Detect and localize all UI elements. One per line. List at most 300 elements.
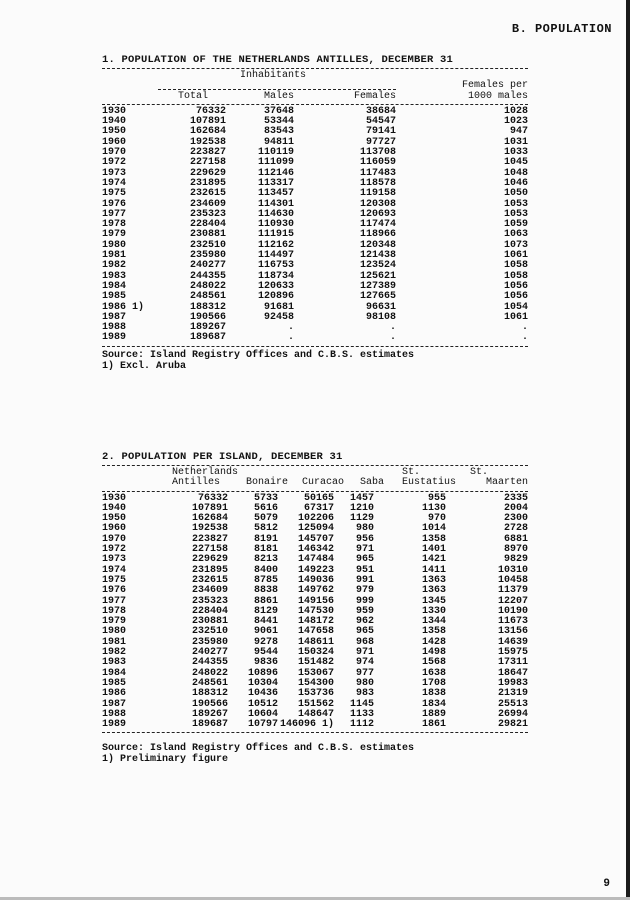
value-cell: 127389 (359, 280, 396, 292)
value-cell: . (287, 322, 294, 334)
value-cell: 1834 (421, 698, 446, 710)
value-cell: 1638 (421, 667, 446, 679)
value-cell: 9836 (253, 657, 278, 669)
year-cell: 1987 (102, 698, 127, 710)
value-cell: 11379 (497, 585, 528, 597)
table1-footnote: 1) Excl. Aruba (102, 360, 187, 372)
divider (102, 346, 528, 347)
value-cell: 1053 (503, 198, 528, 210)
value-cell: 112162 (257, 239, 294, 251)
value-cell: 94811 (263, 136, 294, 148)
value-cell: 151562 (297, 698, 334, 710)
table1-title: 1. POPULATION OF THE NETHERLANDS ANTILLES, DECEMBER 31 (102, 54, 454, 66)
year-cell: 1981 (102, 250, 127, 262)
table-row (102, 241, 528, 251)
divider (102, 68, 528, 69)
year-cell: 1940 (102, 502, 127, 514)
value-cell: . (389, 322, 396, 334)
year-cell: 1976 (102, 585, 127, 597)
value-cell: 76332 (197, 492, 228, 504)
table-row (102, 282, 528, 292)
value-cell: 1457 (349, 492, 374, 504)
value-cell: 29821 (497, 719, 528, 731)
value-cell: 965 (355, 554, 374, 566)
col-eustatius-2: Eustatius (402, 477, 457, 489)
value-cell: 92458 (263, 311, 294, 323)
value-cell: 97727 (365, 136, 396, 148)
value-cell: 248022 (191, 667, 228, 679)
value-cell: 91681 (263, 301, 294, 313)
col-females: Females (353, 90, 396, 102)
year-cell: 1984 (102, 280, 127, 292)
value-cell: 148172 (297, 616, 334, 628)
value-cell: 50165 (303, 492, 334, 504)
year-cell: 1960 (102, 523, 127, 535)
value-cell: 149762 (297, 585, 334, 597)
value-cell: 113317 (257, 177, 294, 189)
page-edge-right (626, 0, 630, 900)
table-row (102, 107, 528, 117)
value-cell: 983 (355, 688, 374, 700)
value-cell: 999 (355, 595, 374, 607)
year-cell: 1979 (102, 229, 127, 241)
value-cell: 67317 (303, 502, 334, 514)
col-maarten-2: Maarten (485, 477, 528, 489)
value-cell: 148647 (297, 708, 334, 720)
value-cell: 1568 (421, 657, 446, 669)
value-cell: 121438 (359, 250, 396, 262)
value-cell: 248561 (191, 677, 228, 689)
section-header: B. POPULATION (511, 22, 612, 36)
value-cell: 1045 (503, 157, 528, 169)
value-cell: 145707 (297, 533, 334, 545)
table1-header (102, 71, 528, 102)
value-cell: 1056 (503, 291, 528, 303)
table-row (102, 127, 528, 137)
value-cell: 9544 (253, 647, 278, 659)
table-row (102, 272, 528, 282)
value-cell: 956 (355, 533, 374, 545)
table-row (102, 200, 528, 210)
value-cell: 189267 (191, 708, 228, 720)
value-cell: 25513 (497, 698, 528, 710)
value-cell: 1889 (421, 708, 446, 720)
value-cell: . (521, 332, 528, 344)
year-cell: 1973 (102, 167, 127, 179)
divider (102, 465, 528, 466)
value-cell: 146096 1) (279, 719, 334, 731)
col-females-per-1: Females per (461, 80, 528, 92)
year-cell: 1950 (102, 126, 127, 138)
inhabitants-header: Inhabitants (239, 70, 306, 81)
table2-body (102, 494, 528, 731)
value-cell: 10304 (247, 677, 278, 689)
value-cell: 114497 (257, 250, 294, 262)
value-cell: 1133 (349, 708, 374, 720)
value-cell: 38684 (365, 105, 396, 117)
value-cell: 1358 (421, 533, 446, 545)
value-cell: 107891 (191, 502, 228, 514)
value-cell: 13156 (497, 626, 528, 638)
value-cell: 244355 (189, 270, 226, 282)
value-cell: 229629 (189, 167, 226, 179)
value-cell: 1061 (503, 311, 528, 323)
year-cell: 1983 (102, 657, 127, 669)
year-cell: 1988 (102, 708, 127, 720)
value-cell: 154300 (297, 677, 334, 689)
table-row (102, 720, 528, 730)
value-cell: 107891 (189, 116, 226, 128)
value-cell: 96631 (365, 301, 396, 313)
table2-title: 2. POPULATION PER ISLAND, DECEMBER 31 (102, 451, 343, 463)
value-cell: 111915 (257, 229, 294, 241)
col-males: Males (263, 90, 294, 102)
table-row (102, 179, 528, 189)
value-cell: 2300 (503, 513, 528, 525)
value-cell: 54547 (365, 116, 396, 128)
table-population-per-island (102, 451, 528, 765)
table-row (102, 210, 528, 220)
value-cell: 146342 (297, 544, 334, 556)
year-cell: 1970 (102, 533, 127, 545)
year-cell: 1930 (102, 105, 127, 117)
value-cell: 9829 (503, 554, 528, 566)
value-cell: 8400 (253, 564, 278, 576)
year-cell: 1960 (102, 136, 127, 148)
value-cell: 113457 (257, 188, 294, 200)
table-row (102, 169, 528, 179)
col-antilles-2: Antilles (172, 477, 221, 489)
value-cell: 5812 (253, 523, 278, 535)
value-cell: 228404 (191, 605, 228, 617)
value-cell: 10512 (247, 698, 278, 710)
value-cell: 1058 (503, 260, 528, 272)
year-cell: 1972 (102, 157, 127, 169)
value-cell: 123524 (359, 260, 396, 272)
year-cell: 1975 (102, 188, 127, 200)
value-cell: 76332 (195, 105, 226, 117)
value-cell: 162684 (189, 126, 226, 138)
value-cell: 112146 (257, 167, 294, 179)
value-cell: 1033 (503, 147, 528, 159)
value-cell: 8441 (253, 616, 278, 628)
year-cell: 1982 (102, 647, 127, 659)
value-cell: 98108 (365, 311, 396, 323)
col-saba: Saba (360, 477, 385, 489)
value-cell: 18647 (497, 667, 528, 679)
value-cell: 223827 (189, 147, 226, 159)
value-cell: 10190 (497, 605, 528, 617)
value-cell: 189267 (189, 322, 226, 334)
value-cell: 119158 (359, 188, 396, 200)
value-cell: 2728 (503, 523, 528, 535)
value-cell: 1363 (421, 585, 446, 597)
value-cell: 1061 (503, 250, 528, 262)
value-cell: 5616 (253, 502, 278, 514)
value-cell: 1401 (421, 544, 446, 556)
value-cell: 1014 (421, 523, 446, 535)
value-cell: 148611 (297, 636, 334, 648)
year-cell: 1972 (102, 544, 127, 556)
value-cell: 234609 (189, 198, 226, 210)
value-cell: 125621 (359, 270, 396, 282)
value-cell: 1330 (421, 605, 446, 617)
year-cell: 1989 (102, 719, 127, 731)
value-cell: 1210 (349, 502, 374, 514)
value-cell: 102206 (297, 513, 334, 525)
value-cell: 1428 (421, 636, 446, 648)
value-cell: 190566 (189, 311, 226, 323)
table-row (102, 313, 528, 323)
year-cell: 1980 (102, 239, 127, 251)
value-cell: 979 (355, 585, 374, 597)
value-cell: 117474 (359, 219, 396, 231)
value-cell: 232615 (191, 574, 228, 586)
value-cell: 1056 (503, 280, 528, 292)
value-cell: 951 (355, 564, 374, 576)
value-cell: 150324 (297, 647, 334, 659)
value-cell: 1344 (421, 616, 446, 628)
value-cell: 149156 (297, 595, 334, 607)
value-cell: 151482 (297, 657, 334, 669)
value-cell: 37648 (263, 105, 294, 117)
value-cell: 240277 (191, 647, 228, 659)
value-cell: 959 (355, 605, 374, 617)
value-cell: 235980 (191, 636, 228, 648)
year-cell: 1970 (102, 147, 127, 159)
table-row (102, 230, 528, 240)
value-cell: 965 (355, 626, 374, 638)
value-cell: 947 (509, 126, 528, 138)
year-cell: 1986 (102, 688, 127, 700)
value-cell: 232510 (191, 626, 228, 638)
value-cell: 118578 (359, 177, 396, 189)
value-cell: 1023 (503, 116, 528, 128)
value-cell: 232510 (189, 239, 226, 251)
value-cell: 190566 (191, 698, 228, 710)
table-row (102, 292, 528, 302)
value-cell: 189687 (191, 719, 228, 731)
value-cell: 111099 (257, 157, 294, 169)
table-row (102, 158, 528, 168)
year-cell: 1985 (102, 677, 127, 689)
value-cell: 1063 (503, 229, 528, 241)
year-cell: 1974 (102, 177, 127, 189)
value-cell: 116059 (359, 157, 396, 169)
table-row (102, 251, 528, 261)
value-cell: 21319 (497, 688, 528, 700)
value-cell: 231895 (191, 564, 228, 576)
value-cell: 10797 (247, 719, 278, 731)
value-cell: 11673 (497, 616, 528, 628)
year-cell: 1940 (102, 116, 127, 128)
value-cell: 120633 (257, 280, 294, 292)
value-cell: 230881 (189, 229, 226, 241)
value-cell: 8970 (503, 544, 528, 556)
year-cell: 1979 (102, 616, 127, 628)
value-cell: 980 (355, 677, 374, 689)
value-cell: 1345 (421, 595, 446, 607)
value-cell: 120896 (257, 291, 294, 303)
value-cell: 234609 (191, 585, 228, 597)
value-cell: 1028 (503, 105, 528, 117)
value-cell: 227158 (189, 157, 226, 169)
value-cell: 1363 (421, 574, 446, 586)
value-cell: 10310 (497, 564, 528, 576)
value-cell: 149036 (297, 574, 334, 586)
col-curacao: Curacao (302, 477, 345, 489)
value-cell: 26994 (497, 708, 528, 720)
value-cell: 2004 (503, 502, 528, 514)
table1-body (102, 107, 528, 344)
value-cell: 9278 (253, 636, 278, 648)
value-cell: 83543 (263, 126, 294, 138)
value-cell: 1050 (503, 188, 528, 200)
value-cell: 110930 (257, 219, 294, 231)
value-cell: 980 (355, 523, 374, 535)
value-cell: 192538 (191, 523, 228, 535)
value-cell: 1411 (421, 564, 446, 576)
year-cell: 1986 1) (102, 301, 145, 313)
year-cell: 1977 (102, 595, 127, 607)
value-cell: 2335 (503, 492, 528, 504)
value-cell: 244355 (191, 657, 228, 669)
table-row (102, 689, 528, 699)
value-cell: 79141 (365, 126, 396, 138)
year-cell: 1981 (102, 636, 127, 648)
year-cell: 1982 (102, 260, 127, 272)
value-cell: 970 (427, 513, 446, 525)
value-cell: 8191 (253, 533, 278, 545)
value-cell: 1498 (421, 647, 446, 659)
value-cell: 1861 (421, 719, 446, 731)
value-cell: 5733 (253, 492, 278, 504)
value-cell: 971 (355, 647, 374, 659)
table2-header (102, 468, 528, 489)
value-cell: 229629 (191, 554, 228, 566)
value-cell: 235323 (189, 208, 226, 220)
col-females-per-2: 1000 males (467, 90, 528, 102)
value-cell: 10436 (247, 688, 278, 700)
value-cell: 188312 (189, 301, 226, 313)
value-cell: 1053 (503, 208, 528, 220)
value-cell: 223827 (191, 533, 228, 545)
value-cell: 1708 (421, 677, 446, 689)
value-cell: 118734 (257, 270, 294, 282)
value-cell: 1046 (503, 177, 528, 189)
year-cell: 1988 (102, 322, 127, 334)
value-cell: 228404 (189, 219, 226, 231)
value-cell: 8861 (253, 595, 278, 607)
col-total: Total (178, 90, 209, 102)
value-cell: 230881 (191, 616, 228, 628)
year-cell: 1975 (102, 574, 127, 586)
value-cell: 227158 (191, 544, 228, 556)
value-cell: 118966 (359, 229, 396, 241)
value-cell: 955 (427, 492, 446, 504)
value-cell: 188312 (191, 688, 228, 700)
value-cell: 147658 (297, 626, 334, 638)
year-cell: 1987 (102, 311, 127, 323)
year-cell: 1980 (102, 626, 127, 638)
table-row (102, 138, 528, 148)
table-row (102, 117, 528, 127)
value-cell: 17311 (497, 657, 528, 669)
value-cell: 1048 (503, 167, 528, 179)
value-cell: 8785 (253, 574, 278, 586)
value-cell: 248561 (189, 291, 226, 303)
value-cell: 8129 (253, 605, 278, 617)
divider (102, 732, 528, 733)
value-cell: 1058 (503, 270, 528, 282)
value-cell: 232615 (189, 188, 226, 200)
col-maarten-1: St. (470, 467, 489, 478)
value-cell: 991 (355, 574, 374, 586)
value-cell: 6881 (503, 533, 528, 545)
year-cell: 1930 (102, 492, 127, 504)
value-cell: 120693 (359, 208, 396, 220)
value-cell: . (521, 322, 528, 334)
value-cell: 116753 (257, 260, 294, 272)
value-cell: 231895 (189, 177, 226, 189)
year-cell: 1977 (102, 208, 127, 220)
year-cell: 1984 (102, 667, 127, 679)
value-cell: 8838 (253, 585, 278, 597)
value-cell: 1054 (503, 301, 528, 313)
year-cell: 1973 (102, 554, 127, 566)
table-row (102, 303, 528, 313)
value-cell: 9061 (253, 626, 278, 638)
year-cell: 1950 (102, 513, 127, 525)
value-cell: 1129 (349, 513, 374, 525)
value-cell: 10458 (497, 574, 528, 586)
value-cell: 162684 (191, 513, 228, 525)
value-cell: 971 (355, 544, 374, 556)
value-cell: 235323 (191, 595, 228, 607)
value-cell: 235980 (189, 250, 226, 262)
value-cell: 974 (355, 657, 374, 669)
table2-footnote: 1) Preliminary figure (102, 754, 229, 766)
value-cell: 125094 (297, 523, 334, 535)
value-cell: 1145 (349, 698, 374, 710)
value-cell: 53344 (263, 116, 294, 128)
value-cell: 1421 (421, 554, 446, 566)
value-cell: 114630 (257, 208, 294, 220)
value-cell: 153736 (297, 688, 334, 700)
value-cell: 117483 (359, 167, 396, 179)
table1-source: Source: Island Registry Offices and C.B.S. estimates (102, 349, 415, 361)
value-cell: 120308 (359, 198, 396, 210)
table-row (102, 189, 528, 199)
value-cell: 12207 (497, 595, 528, 607)
value-cell: 977 (355, 667, 374, 679)
table-row (102, 333, 528, 343)
year-cell: 1989 (102, 332, 127, 344)
table-row (102, 261, 528, 271)
value-cell: 248022 (189, 280, 226, 292)
value-cell: 1031 (503, 136, 528, 148)
col-antilles-1: Netherlands (172, 467, 239, 478)
value-cell: 15975 (497, 647, 528, 659)
value-cell: 14639 (497, 636, 528, 648)
year-cell: 1978 (102, 219, 127, 231)
value-cell: . (287, 332, 294, 344)
table2-source: Source: Island Registry Offices and C.B.S. estimates (102, 743, 415, 755)
value-cell: 10896 (247, 667, 278, 679)
value-cell: 127665 (359, 291, 396, 303)
value-cell: 962 (355, 616, 374, 628)
value-cell: 5079 (253, 513, 278, 525)
